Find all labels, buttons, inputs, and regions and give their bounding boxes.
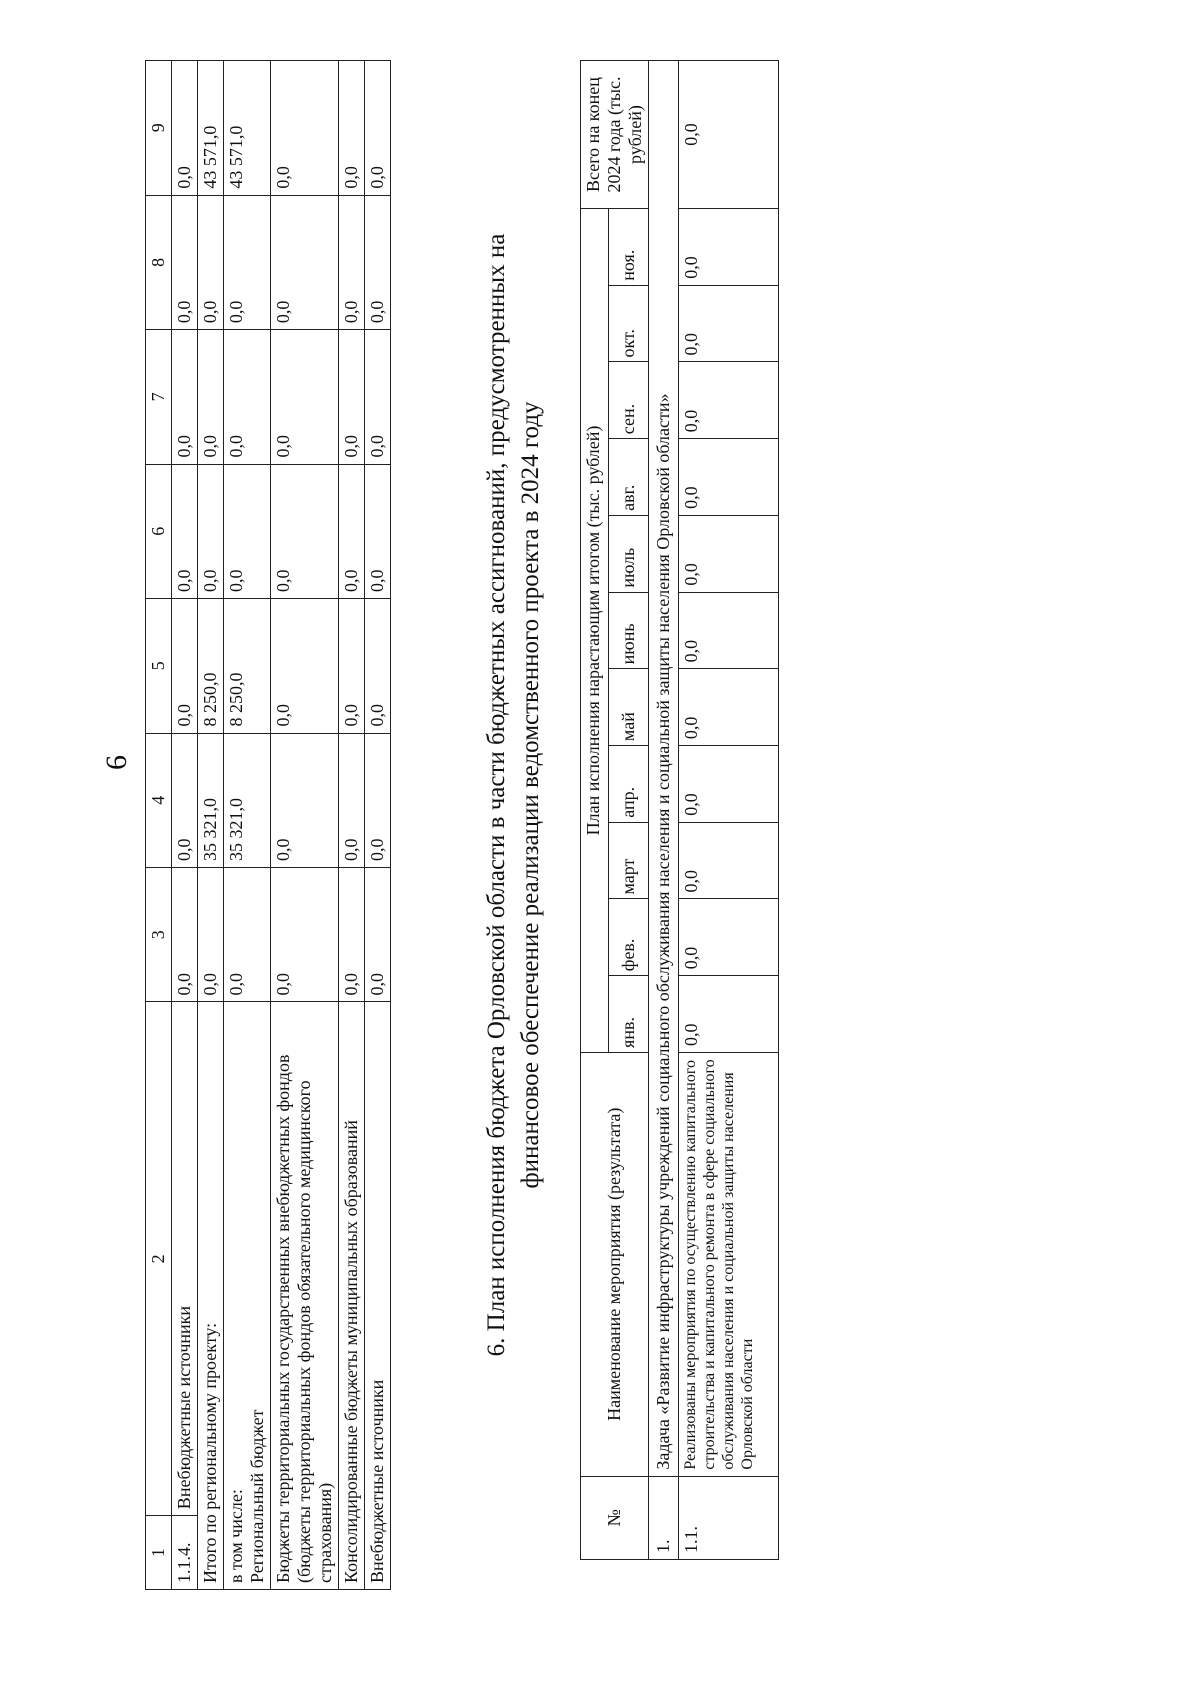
value-cell: 0,0 (271, 868, 339, 1002)
value-cell: 8 250,0 (224, 599, 271, 733)
month-value: 0,0 (679, 746, 779, 823)
task-number: 1. (649, 1476, 679, 1559)
table-row (339, 61, 365, 1590)
value-cell: 0,0 (172, 599, 198, 733)
value-cell: 0,0 (271, 733, 339, 867)
value-cell: 0,0 (224, 195, 271, 329)
activity-number: 1.1. (679, 1476, 779, 1559)
month-header: апр. (608, 746, 648, 823)
month-value: 0,0 (679, 362, 779, 439)
page-number: 6 (100, 755, 133, 770)
value-cell: 0,0 (271, 464, 339, 598)
month-header: ноя. (608, 209, 648, 286)
header-cell: 3 (146, 868, 172, 1002)
value-cell: 0,0 (339, 464, 365, 598)
value-cell: 0,0 (365, 733, 391, 867)
row-name: Итого по региональному проекту: (198, 1002, 224, 1590)
month-value: 0,0 (679, 515, 779, 592)
table-row (365, 61, 391, 1590)
value-cell: 0,0 (172, 330, 198, 464)
table-row (224, 61, 271, 1590)
value-cell: 0,0 (198, 330, 224, 464)
value-cell: 0,0 (365, 464, 391, 598)
activity-name: Реализованы мероприятия по осуществлению капитального строительства и капитального ремонта в сфере социального обслуживания населения и социальной защиты населения Орловской области (679, 1052, 779, 1476)
month-header: окт. (608, 285, 648, 362)
header-total: Всего на конец 2024 года (тыс. рублей) (581, 61, 649, 209)
header-number: № (581, 1476, 649, 1559)
row-number: 1.1.4. (172, 1516, 198, 1590)
header-cell: 4 (146, 733, 172, 867)
value-cell: 0,0 (365, 868, 391, 1002)
value-cell: 0,0 (365, 330, 391, 464)
header-cell: 6 (146, 464, 172, 598)
value-cell: 0,0 (339, 868, 365, 1002)
task-text: Задача «Развитие инфраструктуры учреждений социального обслуживания населения и социальной защиты населения Орловской области» (649, 61, 679, 1477)
rotated-page (0, 50, 1200, 1650)
month-value: 0,0 (679, 976, 779, 1053)
row-name: Внебюджетные источники (172, 1002, 198, 1516)
month-header: фев. (608, 899, 648, 976)
month-header: сен. (608, 362, 648, 439)
value-cell: 0,0 (339, 61, 365, 196)
value-cell: 0,0 (224, 330, 271, 464)
month-value: 0,0 (679, 822, 779, 899)
value-cell: 0,0 (172, 733, 198, 867)
value-cell: 0,0 (271, 599, 339, 733)
value-cell: 0,0 (224, 868, 271, 1002)
month-value: 0,0 (679, 669, 779, 746)
value-cell: 0,0 (339, 733, 365, 867)
row-name-main: Региональный бюджет (247, 1409, 267, 1583)
row-name (224, 1002, 271, 1590)
table-header-row (581, 61, 609, 1560)
value-cell: 0,0 (198, 195, 224, 329)
task-row (649, 61, 679, 1560)
value-cell: 0,0 (339, 195, 365, 329)
value-cell: 0,0 (339, 599, 365, 733)
header-cell: 7 (146, 330, 172, 464)
value-cell: 35 321,0 (224, 733, 271, 867)
value-cell: 8 250,0 (198, 599, 224, 733)
table-header-row (146, 61, 172, 1590)
value-cell: 0,0 (339, 330, 365, 464)
value-cell: 43 571,0 (224, 61, 271, 196)
budget-table (145, 60, 391, 1590)
table-row (172, 61, 198, 1590)
month-header: янв. (608, 976, 648, 1053)
section-title: 6. План исполнения бюджета Орловской области в части бюджетных ассигнований, предусмотренных на финансовое обеспечение реализации ведомственного проекта в 2024 году (483, 233, 544, 1357)
value-cell: 0,0 (365, 599, 391, 733)
month-header: март (608, 822, 648, 899)
budget-plan-table (580, 60, 779, 1560)
header-cell: 8 (146, 195, 172, 329)
value-cell: 0,0 (271, 61, 339, 196)
header-activity-name: Наименование мероприятия (результата) (581, 1052, 649, 1476)
value-cell: 35 321,0 (198, 733, 224, 867)
month-value: 0,0 (679, 592, 779, 669)
value-cell: 0,0 (172, 464, 198, 598)
header-plan: План исполнения нарастающим итогом (тыс. рублей) (581, 209, 609, 1053)
value-cell: 0,0 (271, 330, 339, 464)
month-header: май (608, 669, 648, 746)
month-value: 0,0 (679, 439, 779, 516)
month-header: авг. (608, 439, 648, 516)
header-cell: 9 (146, 61, 172, 196)
value-cell: 0,0 (224, 464, 271, 598)
row-name: Бюджеты территориальных государственных внебюджетных фондов (бюджеты территориальных фондов обязательного медицинского страхования) (271, 1002, 339, 1590)
value-cell: 0,0 (198, 464, 224, 598)
month-value: 0,0 (679, 285, 779, 362)
month-header: июнь (608, 592, 648, 669)
value-cell: 0,0 (271, 195, 339, 329)
value-cell: 0,0 (172, 61, 198, 196)
value-cell: 0,0 (198, 868, 224, 1002)
month-value: 0,0 (679, 209, 779, 286)
value-cell: 0,0 (172, 195, 198, 329)
value-cell: 0,0 (365, 61, 391, 196)
value-cell: 0,0 (172, 868, 198, 1002)
row-name: Консолидированные бюджеты муниципальных образований (339, 1002, 365, 1590)
header-cell: 5 (146, 599, 172, 733)
table-row (271, 61, 339, 1590)
month-value: 0,0 (679, 899, 779, 976)
header-cell: 1 (146, 1516, 172, 1590)
value-cell: 43 571,0 (198, 61, 224, 196)
activity-row (679, 61, 779, 1560)
table-row (198, 61, 224, 1590)
value-cell: 0,0 (365, 195, 391, 329)
row-name: Внебюджетные источники (365, 1002, 391, 1590)
month-header: июль (608, 515, 648, 592)
header-cell: 2 (146, 1002, 172, 1516)
total-value: 0,0 (679, 61, 779, 209)
row-name-prefix: в том числе: (226, 1489, 246, 1583)
